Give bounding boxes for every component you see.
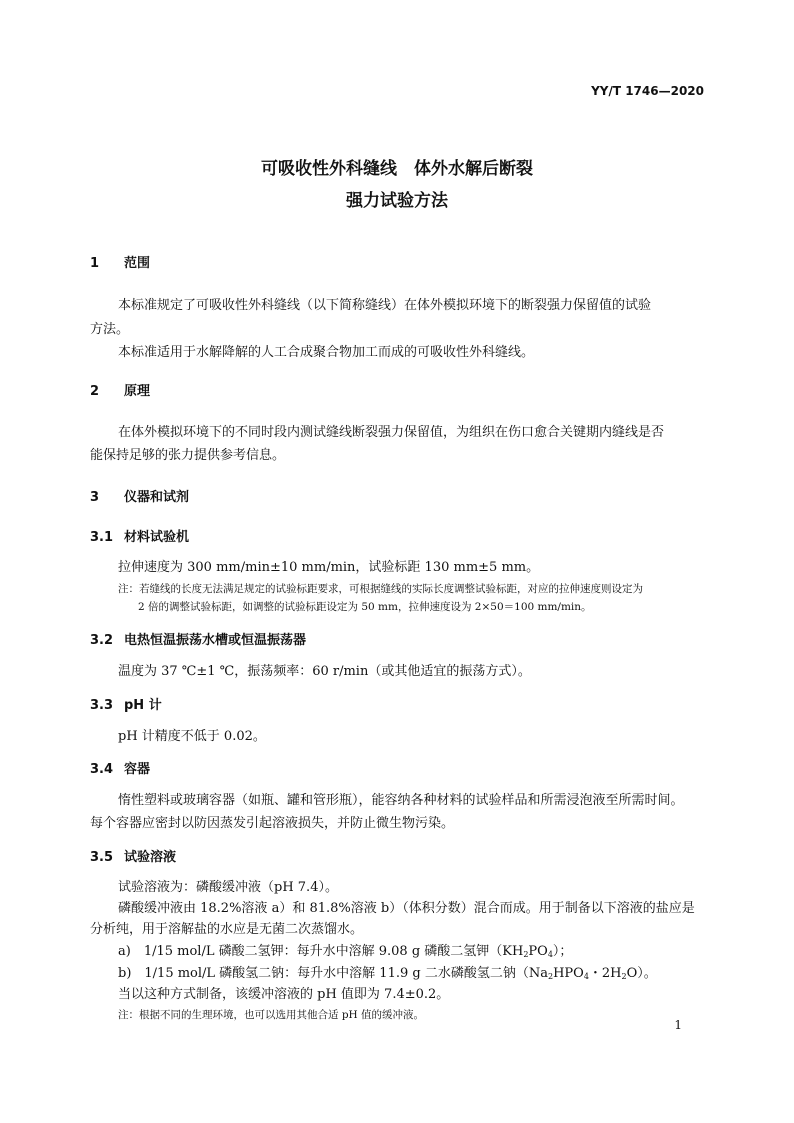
list-item-text: O）。 [626, 966, 657, 981]
section-number: 2 [90, 384, 100, 399]
subsection-3-1-heading [90, 526, 189, 545]
section-2-heading [90, 380, 150, 399]
subsection-3-4-heading [90, 758, 150, 777]
paragraph: pH 计精度不低于 0.02。 [118, 729, 266, 744]
subscript: 2 [523, 950, 529, 959]
subsection-3-3-heading [90, 694, 162, 713]
paragraph: 方法。 [90, 322, 130, 337]
paragraph: 在体外模拟环境下的不同时段内测试缝线断裂强力保留值，为组织在伤口愈合关键期内缝线是否 [118, 425, 665, 440]
list-item-text: a) 1/15 mol/L 磷酸二氢钾：每升水中溶解 9.08 g 磷酸二氢钾（KH [118, 944, 524, 959]
document-title-line2: 强力试验方法 [346, 191, 448, 211]
section-number: 3.3 [90, 698, 114, 713]
paragraph: 惰性塑料或玻璃容器（如瓶、罐和管形瓶），能容纳各种材料的试验样品和所需浸泡液至所需时间。 [118, 793, 684, 808]
standard-number: YY/T 1746—2020 [591, 84, 704, 98]
paragraph: 本标准适用于水解降解的人工合成聚合物加工而成的可吸收性外科缝线。 [118, 345, 535, 360]
section-title: pH 计 [124, 698, 162, 713]
paragraph: 磷酸缓冲液由 18.2%溶液 a）和 81.8%溶液 b）（体积分数）混合而成。用于制备以下溶液的盐应是 [118, 901, 695, 916]
section-1-heading [90, 252, 150, 271]
subscript: 4 [547, 950, 553, 959]
subsection-3-2-heading [90, 629, 306, 648]
section-title: 材料试验机 [124, 530, 190, 545]
list-item-a [118, 940, 572, 959]
list-item-text: ・2H [588, 966, 622, 981]
paragraph: 温度为 37 ℃±1 ℃，振荡频率：60 r/min（或其他适宜的振荡方式）。 [118, 664, 531, 679]
section-number: 3.1 [90, 530, 114, 545]
section-title: 试验溶液 [124, 850, 177, 865]
subscript: 2 [547, 972, 554, 981]
paragraph: 当以这种方式制备，该缓冲溶液的 pH 值即为 7.4±0.2。 [118, 987, 450, 1002]
subscript: 2 [621, 972, 627, 981]
section-number: 3.4 [90, 762, 114, 777]
list-item-text: ）； [552, 944, 573, 959]
list-item-b [118, 962, 657, 981]
section-number: 1 [90, 256, 100, 271]
paragraph: 分析纯，用于溶解盐的水应是无菌二次蒸馏水。 [90, 922, 364, 937]
section-number: 3 [90, 490, 100, 505]
section-title: 容器 [124, 762, 151, 777]
paragraph: 拉伸速度为 300 mm/min±10 mm/min，试验标距 130 mm±5 mm。 [118, 560, 540, 575]
subscript: 4 [583, 972, 589, 981]
section-number: 3.2 [90, 633, 114, 648]
list-item-text: b) 1/15 mol/L 磷酸氢二钠：每升水中溶解 11.9 g 二水磷酸氢二钠（Na [118, 966, 548, 981]
list-item-text: PO [528, 944, 548, 959]
note-continuation: 2 倍的调整试验标距，如调整的试验标距设定为 50 mm，拉伸速度设为 2×50＝100 mm/min。 [138, 601, 592, 613]
list-item-text: HPO [553, 966, 584, 981]
section-title: 原理 [124, 384, 151, 399]
section-title: 电热恒温振荡水槽或恒温振荡器 [124, 633, 307, 648]
section-3-heading [90, 486, 189, 505]
paragraph: 能保持足够的张力提供参考信息。 [90, 448, 286, 463]
note: 注：若缝线的长度无法满足规定的试验标距要求，可根据缝线的实际长度调整试验标距，对应的拉伸速度则设定为 [118, 583, 643, 595]
page-number: 1 [674, 1018, 682, 1032]
paragraph: 本标准规定了可吸收性外科缝线（以下简称缝线）在体外模拟环境下的断裂强力保留值的试验 [118, 298, 652, 313]
section-number: 3.5 [90, 850, 114, 865]
section-title: 仪器和试剂 [124, 490, 190, 505]
document-title-line1: 可吸收性外科缝线 体外水解后断裂 [261, 159, 533, 179]
section-title: 范围 [124, 256, 151, 271]
note: 注：根据不同的生理环境，也可以选用其他合适 pH 值的缓冲液。 [118, 1009, 425, 1021]
paragraph: 每个容器应密封以防因蒸发引起溶液损失，并防止微生物污染。 [90, 816, 455, 831]
paragraph: 试验溶液为：磷酸缓冲液（pH 7.4）。 [118, 880, 338, 895]
subsection-3-5-heading [90, 846, 176, 865]
